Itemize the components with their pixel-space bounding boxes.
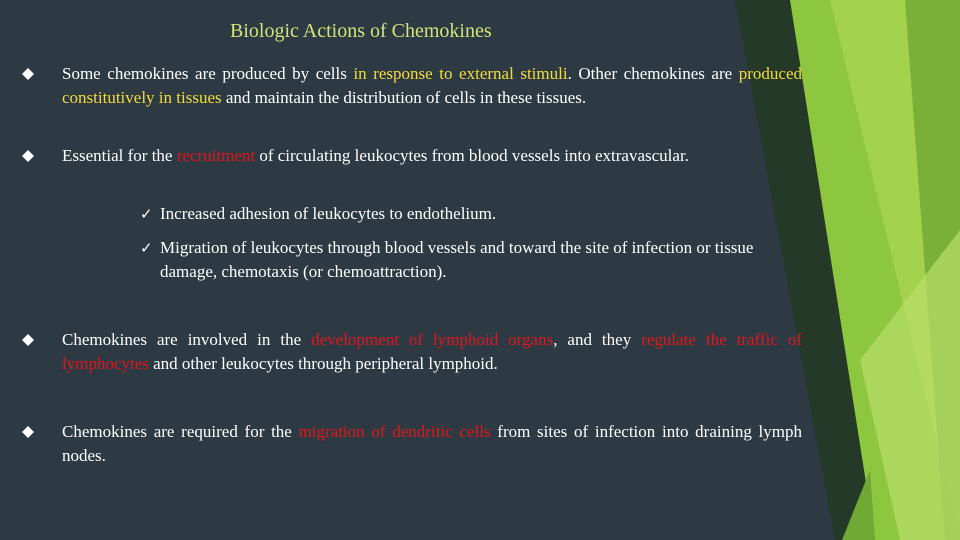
bullet-3 bbox=[62, 328, 802, 376]
bullet-1-highlight-1: in response to external stimuli bbox=[353, 64, 568, 83]
bullet-2-highlight-1: recruitment bbox=[176, 146, 256, 165]
bullet-1 bbox=[62, 62, 802, 110]
bullet-3-text-2: , and they bbox=[553, 330, 642, 349]
bullet-3-text-1: Chemokines are involved in the bbox=[62, 330, 312, 349]
subitem-2 bbox=[140, 236, 760, 284]
diamond-icon bbox=[22, 150, 34, 162]
bullet-1-text-2: . Other chemokines are bbox=[567, 64, 739, 83]
bullet-4 bbox=[62, 420, 802, 468]
bullet-2-text-1: Essential for the bbox=[62, 146, 177, 165]
slide-title: Biologic Actions of Chemokines bbox=[230, 20, 492, 42]
checkmark-icon: ✓ bbox=[140, 205, 153, 223]
subitem-2-text: Migration of leukocytes through blood vessels and toward the site of infection or tissue damage, chemotaxis (or chemoattraction). bbox=[160, 238, 754, 281]
bullet-4-text-1: Chemokines are required for the bbox=[62, 422, 299, 441]
diamond-icon bbox=[22, 334, 34, 346]
bullet-1-text-3: and maintain the distribution of cells in these tissues. bbox=[221, 88, 587, 107]
subitem-1 bbox=[140, 202, 760, 226]
checkmark-icon: ✓ bbox=[140, 239, 153, 257]
bullet-2-text-2: of circulating leukocytes from blood vessels into extravascular. bbox=[255, 146, 689, 165]
bullet-4-text-2: from sites of infection into draining lymph nodes. bbox=[62, 422, 802, 465]
bullet-3-highlight-2: regulate the traffic of lymphocytes bbox=[62, 330, 802, 373]
diamond-icon bbox=[22, 68, 34, 80]
bullet-4-highlight-1: migration of dendritic cells bbox=[298, 422, 491, 441]
subitem-1-text: Increased adhesion of leukocytes to endothelium. bbox=[160, 204, 497, 223]
bullet-1-highlight-2: produced constitutively in tissues bbox=[62, 64, 803, 107]
bullet-3-text-3: and other leukocytes through peripheral lymphoid. bbox=[148, 354, 498, 373]
diamond-icon bbox=[22, 426, 34, 438]
bullet-2 bbox=[62, 144, 802, 168]
bullet-3-highlight-1: development of lymphoid organs bbox=[311, 330, 554, 349]
bullet-1-text-1: Some chemokines are produced by cells bbox=[62, 64, 354, 83]
